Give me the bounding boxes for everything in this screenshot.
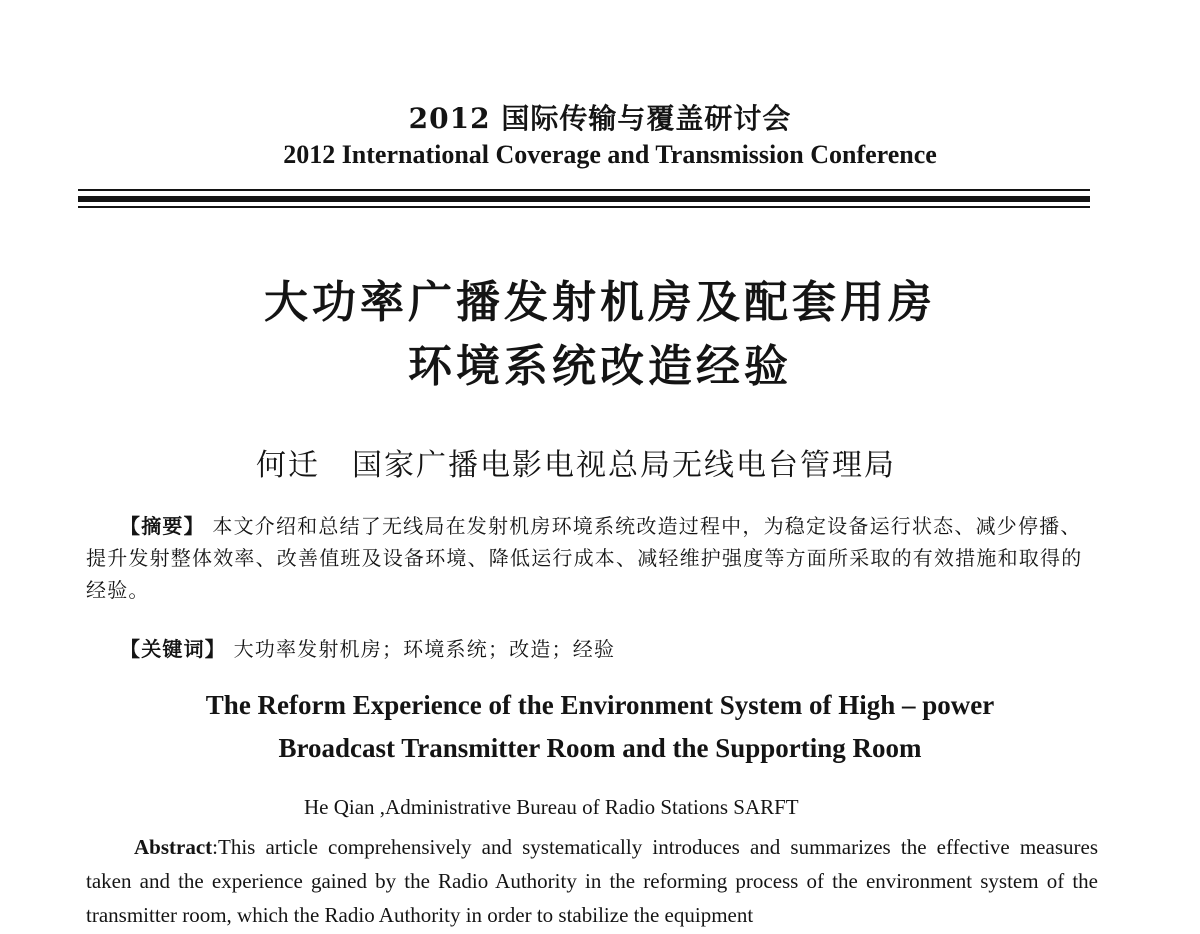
paper-title-cn-line2: 环境系统改造经验 xyxy=(408,341,792,392)
abstract-text-en: :This article comprehensively and systematically introduces and summarizes the effective measures taken and the experience gained by the Radio Authority in the reforming process of the environment system of the transmitter room, which the Radio Authority in order to stabilize the equipment xyxy=(86,835,1098,927)
author-line-cn xyxy=(256,440,896,484)
paper-title-en-line2: Broadcast Transmitter Room and the Supporting Room xyxy=(278,733,922,763)
author-line-en: He Qian ,Administrative Bureau of Radio Stations SARFT xyxy=(304,795,799,819)
keywords-cn xyxy=(120,633,615,662)
abstract-cn xyxy=(86,510,1096,606)
header-rule-bottom xyxy=(78,206,1090,208)
conference-title-en: 2012 International Coverage and Transmission Conference xyxy=(283,140,937,169)
author-name-cn: 何迁 xyxy=(256,448,320,483)
abstract-en xyxy=(86,830,1098,932)
keywords-label-cn: 【关键词】 xyxy=(120,637,226,661)
keywords-text-cn: 大功率发射机房；环境系统；改造；经验 xyxy=(233,637,616,661)
paper-title-en-line1: The Reform Experience of the Environment System of High – power xyxy=(205,690,995,720)
header-rule-thin xyxy=(78,189,1090,191)
paper-title-cn-line1: 大功率广播发射机房及配套用房 xyxy=(264,277,936,328)
author-affiliation-cn: 国家广播电影电视总局无线电台管理局 xyxy=(352,448,896,483)
abstract-text-cn: 本文介绍和总结了无线局在发射机房环境系统改造过程中，为稳定设备运行状态、减少停播、提升发射整体效率、改善值班及设备环境、降低运行成本、减轻维护强度等方面所采取的有效措施和取得的经验。 xyxy=(86,514,1083,602)
conference-title-cn: 2012 国际传输与覆盖研讨会 xyxy=(408,102,792,135)
header-rule-thick xyxy=(78,196,1090,202)
abstract-label-en: Abstract xyxy=(134,835,213,859)
abstract-label-cn: 【摘要】 xyxy=(120,514,205,538)
